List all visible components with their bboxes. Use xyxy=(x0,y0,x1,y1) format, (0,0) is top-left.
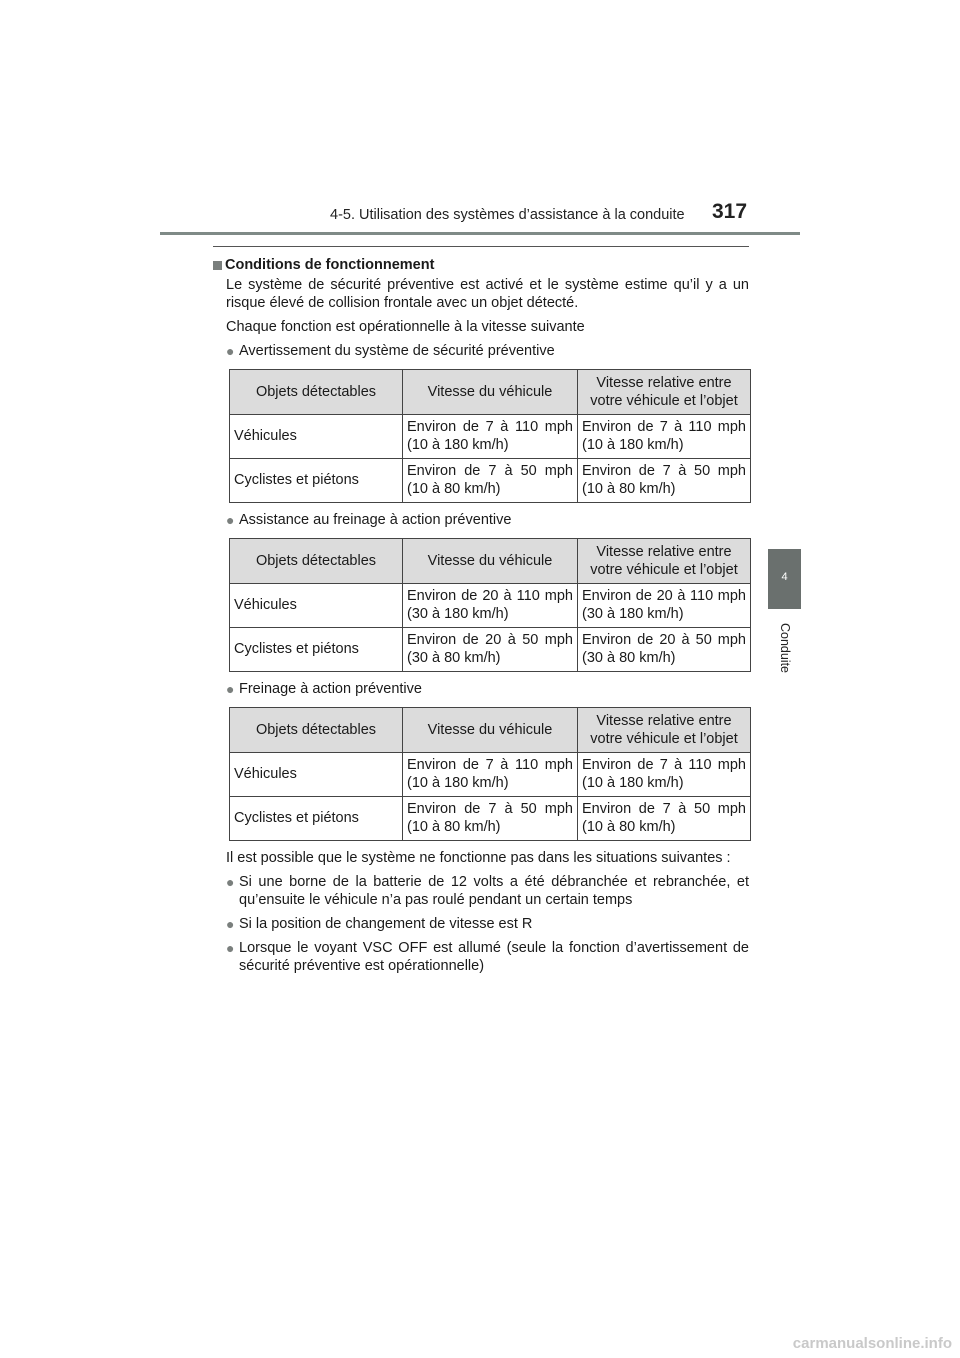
circle-bullet-icon: ● xyxy=(226,512,235,528)
header-cell: Vitesse relative entre votre véhicule et l’objet xyxy=(578,539,751,584)
section-heading xyxy=(213,256,749,274)
table-row xyxy=(230,797,751,841)
header-cell: Vitesse du véhicule xyxy=(403,708,578,753)
table-cell: Environ de 20 à 110 mph (30 à 180 km/h) xyxy=(403,584,578,628)
table-header-row xyxy=(230,539,751,584)
circle-bullet-icon: ● xyxy=(226,681,235,697)
header-cell: Vitesse du véhicule xyxy=(403,539,578,584)
table-cell: Cyclistes et piétons xyxy=(230,459,403,503)
chapter-number: 4 xyxy=(781,571,788,583)
limitations-intro: Il est possible que le système ne fonctionne pas dans les situations suivantes : xyxy=(226,850,731,866)
table-header-row xyxy=(230,708,751,753)
table-cell: Véhicules xyxy=(230,415,403,459)
table-cell: Environ de 20 à 110 mph (30 à 180 km/h) xyxy=(578,584,751,628)
circle-bullet-icon: ● xyxy=(226,343,235,359)
table-cell: Environ de 20 à 50 mph (30 à 80 km/h) xyxy=(403,628,578,672)
chapter-label xyxy=(767,618,803,678)
table-cell: Environ de 7 à 110 mph (10 à 180 km/h) xyxy=(403,753,578,797)
table-cell: Environ de 7 à 50 mph (10 à 80 km/h) xyxy=(578,459,751,503)
circle-bullet-icon: ● xyxy=(226,874,235,890)
page-number: 317 xyxy=(712,200,748,223)
header-cell: Objets détectables xyxy=(230,708,403,753)
table-row xyxy=(230,459,751,503)
table-header-row xyxy=(230,370,751,415)
table-cell: Environ de 7 à 110 mph (10 à 180 km/h) xyxy=(403,415,578,459)
list-item: ● Si la position de changement de vitesse est R xyxy=(226,916,533,932)
table-cell: Cyclistes et piétons xyxy=(230,797,403,841)
table-caption: ● Avertissement du système de sécurité préventive xyxy=(226,343,555,359)
table-row xyxy=(230,415,751,459)
table-row xyxy=(230,584,751,628)
header-cell: Vitesse relative entre votre véhicule et l’objet xyxy=(578,370,751,415)
list-item: ● Si une borne de la batterie de 12 volts a été débranchée et rebranchée, et qu’ensuite le véhicule n’a pas roulé pendant un certain temps xyxy=(226,874,749,908)
table-caption: ● Freinage à action préventive xyxy=(226,681,422,697)
speed-table-braking xyxy=(229,707,751,841)
chapter-tab xyxy=(768,549,801,609)
circle-bullet-icon: ● xyxy=(226,940,235,956)
table-cell: Environ de 7 à 110 mph (10 à 180 km/h) xyxy=(578,415,751,459)
speed-note: Chaque fonction est opérationnelle à la vitesse suivante xyxy=(226,319,585,335)
speed-table-warning xyxy=(229,369,751,503)
header-cell: Objets détectables xyxy=(230,539,403,584)
table-caption: ● Assistance au freinage à action préventive xyxy=(226,512,512,528)
list-item: ● Lorsque le voyant VSC OFF est allumé (seule la fonction d’avertissement de sécurité préventive est opérationnelle) xyxy=(226,940,749,974)
main-content xyxy=(213,256,749,975)
intro-paragraph: Le système de sécurité préventive est activé et le système estime qu’il y a un risque élevé de collision frontale avec un objet détecté. xyxy=(226,277,749,311)
table-row xyxy=(230,628,751,672)
header-rule xyxy=(160,232,800,235)
table-cell: Environ de 7 à 50 mph (10 à 80 km/h) xyxy=(578,797,751,841)
table-cell: Cyclistes et piétons xyxy=(230,628,403,672)
chapter-label-text: Conduite xyxy=(778,622,792,674)
header-cell: Vitesse du véhicule xyxy=(403,370,578,415)
table-cell: Environ de 20 à 50 mph (30 à 80 km/h) xyxy=(578,628,751,672)
table-cell: Environ de 7 à 50 mph (10 à 80 km/h) xyxy=(403,797,578,841)
table-cell: Véhicules xyxy=(230,584,403,628)
section-heading-text: Conditions de fonctionnement xyxy=(225,257,435,273)
table-cell: Environ de 7 à 110 mph (10 à 180 km/h) xyxy=(578,753,751,797)
header-cell: Vitesse relative entre votre véhicule et l’objet xyxy=(578,708,751,753)
table-cell: Environ de 7 à 50 mph (10 à 80 km/h) xyxy=(403,459,578,503)
speed-table-brake-assist xyxy=(229,538,751,672)
square-bullet-icon xyxy=(213,261,222,270)
running-header-title: 4-5. Utilisation des systèmes d’assistance à la conduite xyxy=(330,207,685,223)
table-row xyxy=(230,753,751,797)
header-cell: Objets détectables xyxy=(230,370,403,415)
table-cell: Véhicules xyxy=(230,753,403,797)
circle-bullet-icon: ● xyxy=(226,916,235,932)
watermark: carmanualsonline.info xyxy=(792,1335,952,1352)
section-rule xyxy=(213,246,749,247)
